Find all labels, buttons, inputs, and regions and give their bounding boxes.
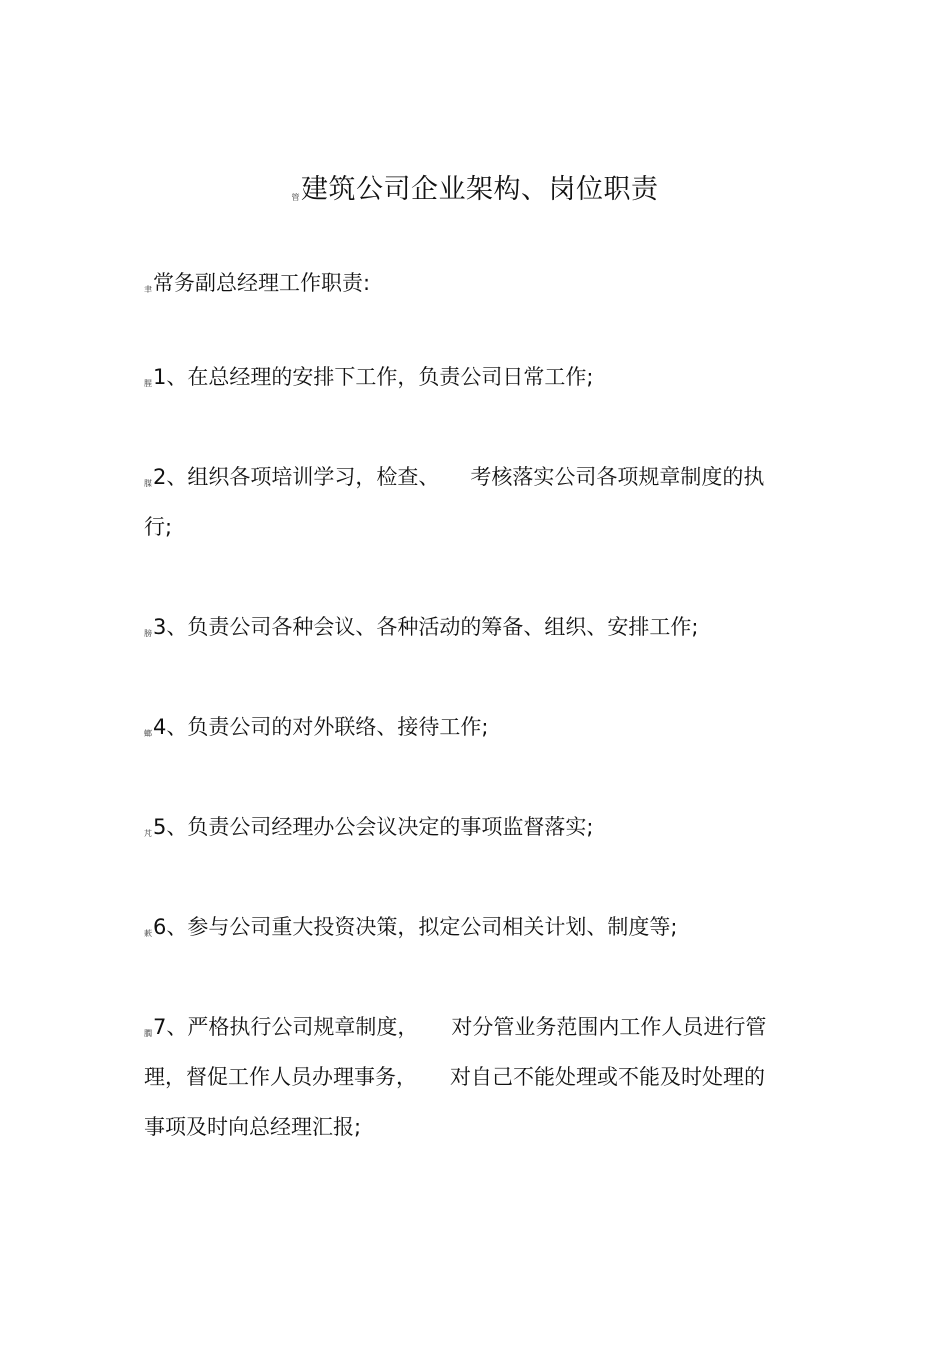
duty-item-5	[144, 802, 784, 852]
item-text: 对自己不能处理或不能及时处理的	[450, 1065, 765, 1089]
title-mark: 管	[291, 193, 300, 202]
item-text: 事项及时向总经理汇报;	[144, 1115, 362, 1139]
item-mark: 螂	[144, 729, 152, 738]
item-text: 理，督促工作人员办理事务，	[144, 1065, 417, 1089]
section-mark: 聿	[144, 285, 152, 294]
item-text: 考核落实公司各项规章制度的执	[470, 465, 765, 489]
section-heading-text: 常务副总经理工作职责:	[153, 271, 371, 295]
duty-item-3	[144, 602, 784, 652]
item-mark: 芃	[144, 829, 152, 838]
item-mark: 膶	[144, 1029, 152, 1038]
item-text: 6、参与公司重大投资决策，拟定公司相关计划、制度等;	[153, 915, 678, 939]
item-text: 对分管业务范围内工作人员进行管	[451, 1015, 767, 1039]
item-text: 行;	[144, 515, 173, 539]
item-text: 5、负责公司经理办公会议决定的事项监督落实;	[153, 815, 594, 839]
duty-item-4	[144, 702, 784, 752]
item-text: 2、组织各项培训学习，检查、	[153, 465, 440, 489]
title-text: 建筑公司企业架构、岗位职责	[301, 174, 659, 205]
item-mark: 膀	[144, 629, 152, 638]
item-mark: 腥	[144, 379, 152, 388]
document-title	[0, 170, 950, 210]
item-mark: 蔌	[144, 929, 152, 938]
item-mark: 腜	[144, 479, 152, 488]
item-text: 4、负责公司的对外联络、接待工作;	[153, 715, 489, 739]
item-text: 3、负责公司各种会议、各种活动的筹备、组织、安排工作;	[153, 615, 699, 639]
duty-item-7	[144, 1002, 784, 1152]
duty-item-1	[144, 352, 784, 402]
duty-item-6	[144, 902, 784, 952]
item-text: 7、严格执行公司规章制度，	[153, 1015, 419, 1039]
duty-item-2	[144, 452, 784, 552]
item-text: 1、在总经理的安排下工作，负责公司日常工作;	[153, 365, 594, 389]
section-heading	[144, 268, 370, 298]
